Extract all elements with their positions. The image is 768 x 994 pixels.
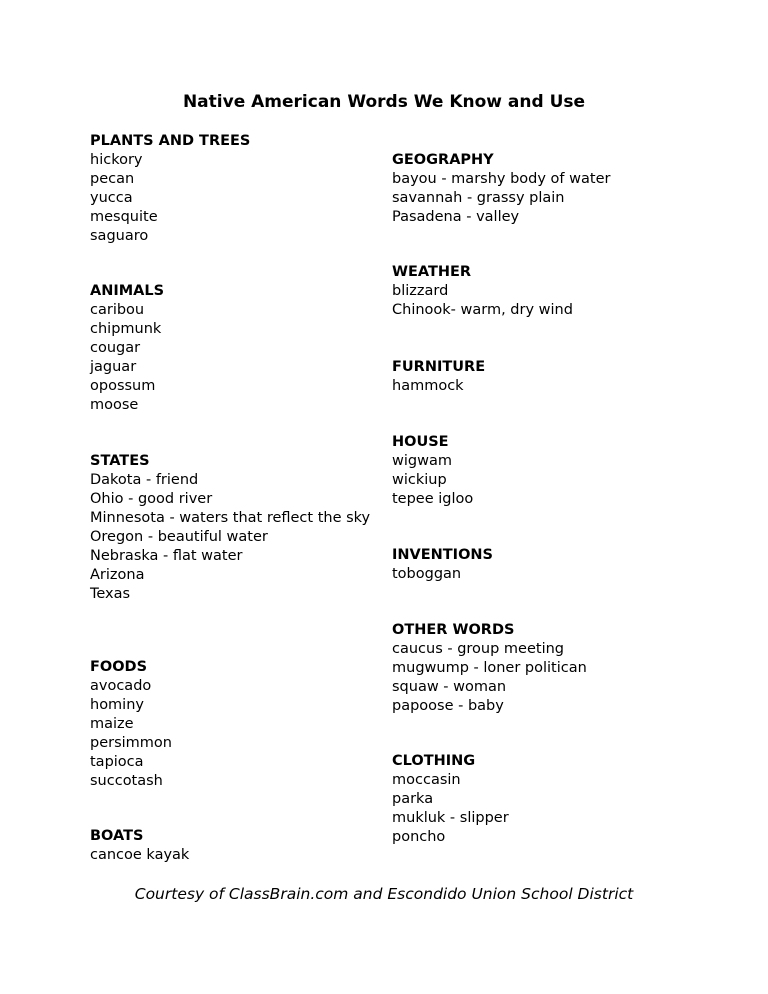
list-item: jaguar [90, 359, 137, 375]
list-item: Texas [90, 586, 131, 602]
section-heading: WEATHER [392, 264, 472, 280]
list-item: maize [90, 716, 134, 732]
list-item: succotash [90, 773, 163, 789]
section-heading: INVENTIONS [392, 547, 493, 563]
list-item: opossum [90, 378, 156, 394]
list-item: caribou [90, 302, 145, 318]
list-item: chipmunk [90, 321, 162, 337]
section-heading: HOUSE [392, 434, 449, 450]
section-heading: GEOGRAPHY [392, 152, 494, 168]
list-item: Dakota - friend [90, 472, 199, 488]
list-item: savannah - grassy plain [392, 190, 565, 206]
section-other-words [392, 621, 692, 716]
list-item: moose [90, 397, 139, 413]
list-item: bayou - marshy body of water [392, 171, 611, 187]
list-item: Arizona [90, 567, 145, 583]
section-plants-and-trees [90, 132, 380, 246]
list-item: blizzard [392, 283, 449, 299]
list-item: Nebraska - flat water [90, 548, 243, 564]
list-item: Chinook- warm, dry wind [392, 302, 573, 318]
section-heading: FURNITURE [392, 359, 486, 375]
list-item: yucca [90, 190, 133, 206]
list-item: persimmon [90, 735, 172, 751]
section-heading: BOATS [90, 828, 144, 844]
list-item: parka [392, 791, 434, 807]
section-heading: STATES [90, 453, 150, 469]
list-item: hickory [90, 152, 143, 168]
list-item: wigwam [392, 453, 452, 469]
section-heading: OTHER WORDS [392, 622, 515, 638]
list-item: Minnesota - waters that reflect the sky [90, 510, 371, 526]
list-item: mukluk - slipper [392, 810, 509, 826]
list-item: mesquite [90, 209, 158, 225]
list-item: wickiup [392, 472, 447, 488]
footer-credit: Courtesy of ClassBrain.com and Escondido Union School District [134, 885, 634, 903]
list-item: Oregon - beautiful water [90, 529, 268, 545]
section-clothing [392, 752, 692, 847]
section-geography [392, 151, 692, 227]
list-item: saguaro [90, 228, 149, 244]
section-house [392, 433, 692, 509]
section-weather [392, 263, 692, 320]
list-item: poncho [392, 829, 446, 845]
section-heading: ANIMALS [90, 283, 165, 299]
list-item: cougar [90, 340, 141, 356]
list-item: papoose - baby [392, 698, 504, 714]
list-item: mugwump - loner politican [392, 660, 587, 676]
section-states [90, 452, 380, 604]
section-inventions [392, 546, 692, 584]
page-title: Native American Words We Know and Use [182, 92, 586, 112]
list-item: squaw - woman [392, 679, 507, 695]
section-furniture [392, 358, 692, 396]
list-item: cancoe kayak [90, 847, 190, 863]
section-heading: PLANTS AND TREES [90, 133, 251, 149]
list-item: caucus - group meeting [392, 641, 565, 657]
list-item: Ohio - good river [90, 491, 213, 507]
list-item: hammock [392, 378, 464, 394]
section-heading: CLOTHING [392, 753, 476, 769]
list-item: Pasadena - valley [392, 209, 520, 225]
list-item: hominy [90, 697, 144, 713]
list-item: moccasin [392, 772, 461, 788]
section-animals [90, 282, 380, 415]
list-item: toboggan [392, 566, 462, 582]
list-item: pecan [90, 171, 135, 187]
list-item: tepee igloo [392, 491, 474, 507]
list-item: tapioca [90, 754, 144, 770]
list-item: avocado [90, 678, 152, 694]
section-boats [90, 827, 380, 865]
section-foods [90, 658, 380, 791]
section-heading: FOODS [90, 659, 148, 675]
